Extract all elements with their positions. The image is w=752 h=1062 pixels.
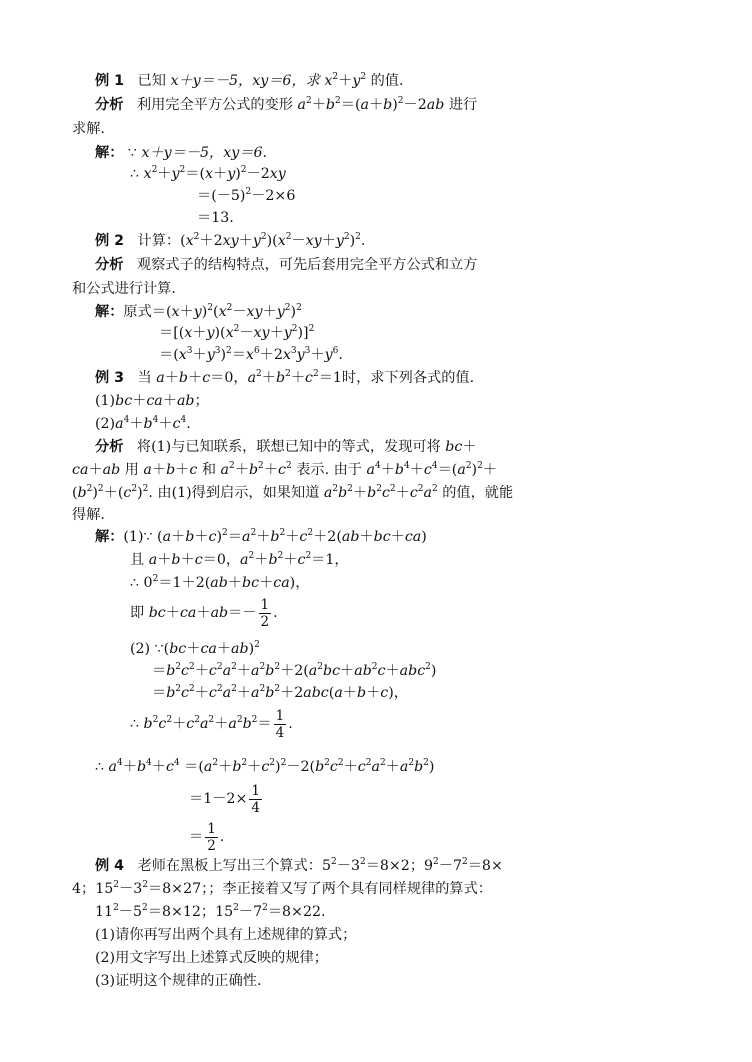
example-2-solution: 解：原式$=(x+y)^2(x^2-xy+y^2)^2$ [95,303,302,320]
example-3-analysis-2: ca＋ab 用 a＋b＋c 和 $a^2+b^2+c^2$ 表示. 由于 $a^4+b^4+c^4=(a^2)^2+$ [72,461,498,478]
example-3-solution-6: $=b^2c^2+c^2a^2+a^2b^2+2(a^2bc+ab^2c+abc^2)$ [152,662,437,679]
example-3-solution-1: 解：(1)∵ $(a+b+c)^2=a^2+b^2+c^2+2(ab+bc+ca)$ [95,528,427,545]
because-symbol: ∵ [154,641,164,657]
example-2-problem: 例 2 计算：$(x^2+2xy+y^2)(x^2-xy+y^2)^2$. [95,232,366,249]
therefore-symbol: ∴ [130,166,140,182]
solution-label: 解： [95,304,124,320]
example-1-step-2: $=(-5)^2-2\times 6$ [197,187,296,204]
example-2-label: 例 2 [95,233,124,249]
therefore-symbol: ∴ [130,716,140,732]
example-1-problem: 例 1 已知 x＋y＝－5，xy＝6，求 $x^2+y^2$ 的值. [95,72,404,89]
example-3-analysis-3: $(b^2)^2+(c^2)^2$. 由(1)得到启示，如果知道 $a^2b^2+b^2c^2+c^2a^2$ 的值，就能 [72,484,514,501]
analysis-label: 分析 [95,439,124,455]
example-3-solution-8: ∴ $b^2c^2+c^2a^2+a^2b^2=$ $\frac{1}{4}$ . [130,707,293,741]
example-1-step-1: ∴ $x^2+y^2=(x+y)^2-2xy$ [130,165,286,182]
fraction-one-quarter: $\frac{1}{4}$ [251,782,260,816]
fraction-one-half: $\frac{1}{2}$ [260,596,270,630]
example-3-solution-3: ∴ $0^2=1+2(ab+bc+ca)$， [130,574,310,591]
example-3-analysis: 分析 将(1)与已知联系，联想已知中的等式，发现可将 bc＋ [95,439,477,455]
solution-label: 解： [95,529,124,545]
because-symbol: ∵ [127,145,137,161]
example-1-solution: 解： ∵ x＋y＝－5，xy＝6. [95,145,267,161]
example-4-problem-2: 4；$15^2-3^2=8\times 27$；；李正接着又写了两个具有同样规律的算式： [72,880,492,897]
example-2-step-3: $=(x^3+y^3)^2=x^6+2x^3y^3+y^6$. [159,346,343,363]
example-4-problem-3: $11^2-5^2=8\times 12$；$15^2-7^2=8\times 22$. [95,903,326,920]
example-2-step-2: $=[(x+y)(x^2-xy+y^2)]^2$ [159,324,315,341]
fraction-one-half: $\frac{1}{2}$ [207,820,216,854]
example-4-problem-1: 例 4 老师在黑板上写出三个算式：$5^2-3^2=8\times 2$；$9^2-7^2=8\times$ [95,857,503,874]
therefore-symbol: ∴ [130,575,140,591]
example-3-final-3: ＝ $\frac{1}{2}$ . [189,820,225,854]
because-symbol: ∵ [143,529,153,545]
example-3-final-1: ∴ $a^4+b^4+c^4 =(a^2+b^2+c^2)^2-2(b^2c^2+c^2a^2+a^2b^2)$ [95,758,435,775]
example-1-step-3: ＝13. [197,210,234,226]
example-1-analysis: 分析 利用完全平方公式的变形 $a^2+b^2=(a+b)^2-2ab$ 进行 [95,96,478,113]
example-2-analysis: 分析 观察式子的结构特点，可先后套用完全平方公式和立方 [95,257,478,273]
example-3-problem: 例 3 当 a＋b＋c＝0，$a^2+b^2+c^2=1$时，求下列各式的值. [95,369,475,386]
example-4-question-1: (1)请你再写出两个具有上述规律的算式； [95,927,357,943]
example-3-label: 例 3 [95,370,124,386]
analysis-label: 分析 [95,257,124,273]
fraction-one-quarter: $\frac{1}{4}$ [275,707,285,741]
example-4-question-3: (3)证明这个规律的正确性. [95,973,262,989]
example-3-part-1: (1)bc＋ca＋ab； [95,393,209,409]
solution-label: 解： [95,145,124,161]
example-2-analysis-cont: 和公式进行计算. [72,281,176,297]
example-3-analysis-4: 得解. [72,507,105,523]
example-4-label: 例 4 [95,858,124,874]
example-3-solution-4: 即 bc＋ca＋ab＝－ $\frac{1}{2}$ . [130,596,278,630]
example-1-label: 例 1 [95,73,124,89]
example-3-solution-7: $=b^2c^2+c^2a^2+a^2b^2+2abc(a+b+c)$， [152,684,408,701]
example-4-question-2: (2)用文字写出上述算式反映的规律； [95,950,328,966]
analysis-label: 分析 [95,97,124,113]
therefore-symbol: ∴ [95,759,105,775]
example-1-analysis-cont: 求解. [72,121,105,137]
example-3-solution-2: 且 a＋b＋c＝0，$a^2+b^2+c^2=1$， [130,551,349,568]
example-3-part-2: $(2)a^4+b^4+c^4$. [95,415,191,432]
example-3-final-2: ＝1－2× $\frac{1}{4}$ [189,782,260,816]
example-3-solution-5: (2) $\because(bc+ca+ab)^2$ [130,640,260,657]
